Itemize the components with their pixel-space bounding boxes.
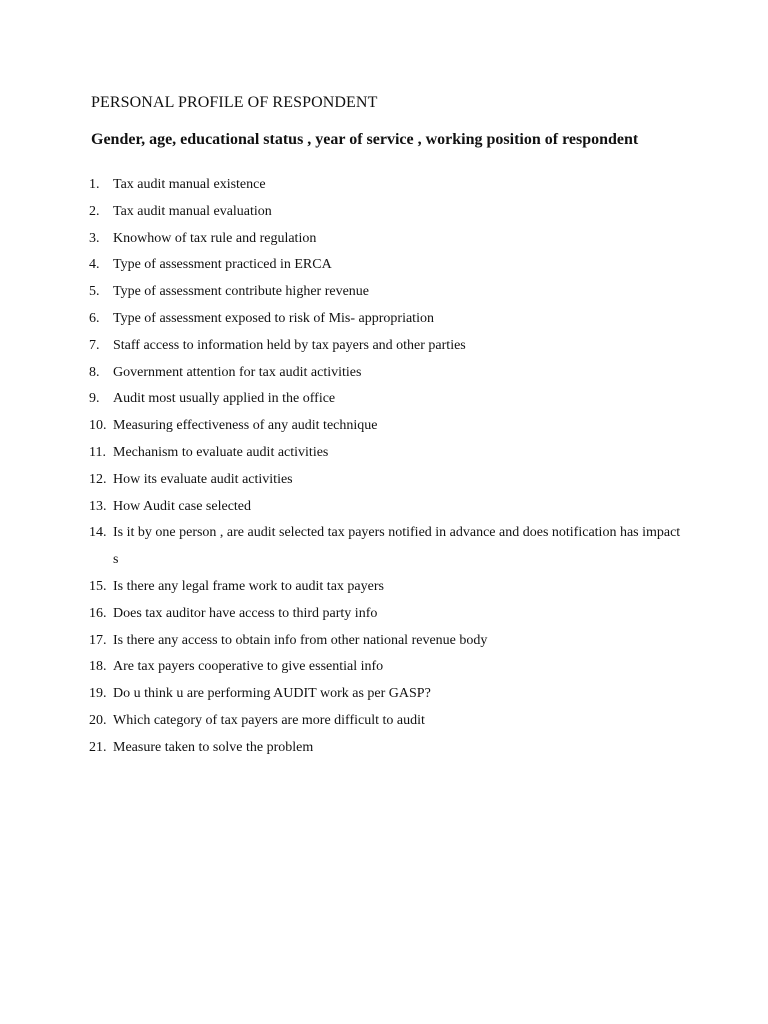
list-item <box>89 386 689 413</box>
list-item <box>89 681 689 708</box>
list-item-number: 9. <box>89 391 100 407</box>
list-item-text: Type of assessment practiced in ERCA <box>113 257 332 273</box>
list-item <box>89 467 689 494</box>
list-item <box>89 252 689 279</box>
list-item <box>89 333 689 360</box>
list-item <box>89 279 689 306</box>
list-item-text: Is it by one person , are audit selected tax payers notified in advance and does notification has impact s <box>113 525 681 568</box>
document-subheading: Gender, age, educational status , year of service , working position of respondent <box>91 131 639 148</box>
list-item-number: 2. <box>89 203 100 219</box>
list-item <box>89 494 689 521</box>
list-item <box>89 360 689 387</box>
list-item-number: 21. <box>89 739 107 755</box>
document-heading: PERSONAL PROFILE OF RESPONDENT <box>91 94 378 111</box>
list-item <box>89 654 689 681</box>
list-item <box>89 306 689 333</box>
list-item <box>89 601 689 628</box>
list-item-number: 4. <box>89 257 100 273</box>
list-item-text: Which category of tax payers are more difficult to audit <box>113 712 425 728</box>
list-item <box>89 226 689 253</box>
question-list <box>89 172 689 762</box>
list-item-number: 15. <box>89 578 107 594</box>
list-item-text: Measuring effectiveness of any audit technique <box>113 418 378 434</box>
list-item-number: 13. <box>89 498 107 514</box>
list-item-text: Is there any legal frame work to audit tax payers <box>113 578 384 594</box>
list-item-text: Do u think u are performing AUDIT work as per GASP? <box>113 686 431 702</box>
list-item-number: 16. <box>89 605 107 621</box>
list-item-number: 5. <box>89 284 100 300</box>
list-item-text: Does tax auditor have access to third party info <box>113 605 378 621</box>
list-item <box>89 735 689 762</box>
list-item-text: How Audit case selected <box>113 498 252 514</box>
list-item-number: 12. <box>89 471 107 487</box>
list-item-text: Measure taken to solve the problem <box>113 739 314 755</box>
list-item-text: Staff access to information held by tax payers and other parties <box>113 337 466 353</box>
list-item-number: 8. <box>89 364 100 380</box>
list-item-text: Tax audit manual evaluation <box>113 203 272 219</box>
list-item-number: 20. <box>89 712 107 728</box>
list-item-text: How its evaluate audit activities <box>113 471 293 487</box>
list-item-number: 19. <box>89 686 107 702</box>
list-item <box>89 440 689 467</box>
list-item-number: 3. <box>89 230 100 246</box>
list-item <box>89 628 689 655</box>
list-item-number: 1. <box>89 177 100 192</box>
list-item-text: Government attention for tax audit activities <box>113 364 362 380</box>
list-item-number: 10. <box>89 418 107 434</box>
list-item-number: 14. <box>89 525 107 541</box>
list-item-text: Are tax payers cooperative to give essential info <box>113 659 384 675</box>
list-item <box>89 574 689 601</box>
list-item-text: Type of assessment exposed to risk of Mis- appropriation <box>113 310 434 326</box>
list-item-number: 18. <box>89 659 107 675</box>
list-item-text: Mechanism to evaluate audit activities <box>113 444 329 460</box>
list-item-text: Knowhow of tax rule and regulation <box>113 230 317 246</box>
list-item <box>89 708 689 735</box>
list-item <box>89 520 689 574</box>
list-item-text: Tax audit manual existence <box>113 177 266 192</box>
list-item <box>89 413 689 440</box>
list-item-text: Audit most usually applied in the office <box>113 391 336 407</box>
list-item-number: 17. <box>89 632 107 648</box>
list-item-number: 11. <box>89 444 106 460</box>
list-item-text: Type of assessment contribute higher revenue <box>113 284 369 300</box>
list-item-number: 6. <box>89 310 100 326</box>
list-item-text: Is there any access to obtain info from other national revenue body <box>113 632 488 648</box>
list-item <box>89 199 689 226</box>
list-item-number: 7. <box>89 337 100 353</box>
list-item <box>89 172 689 199</box>
